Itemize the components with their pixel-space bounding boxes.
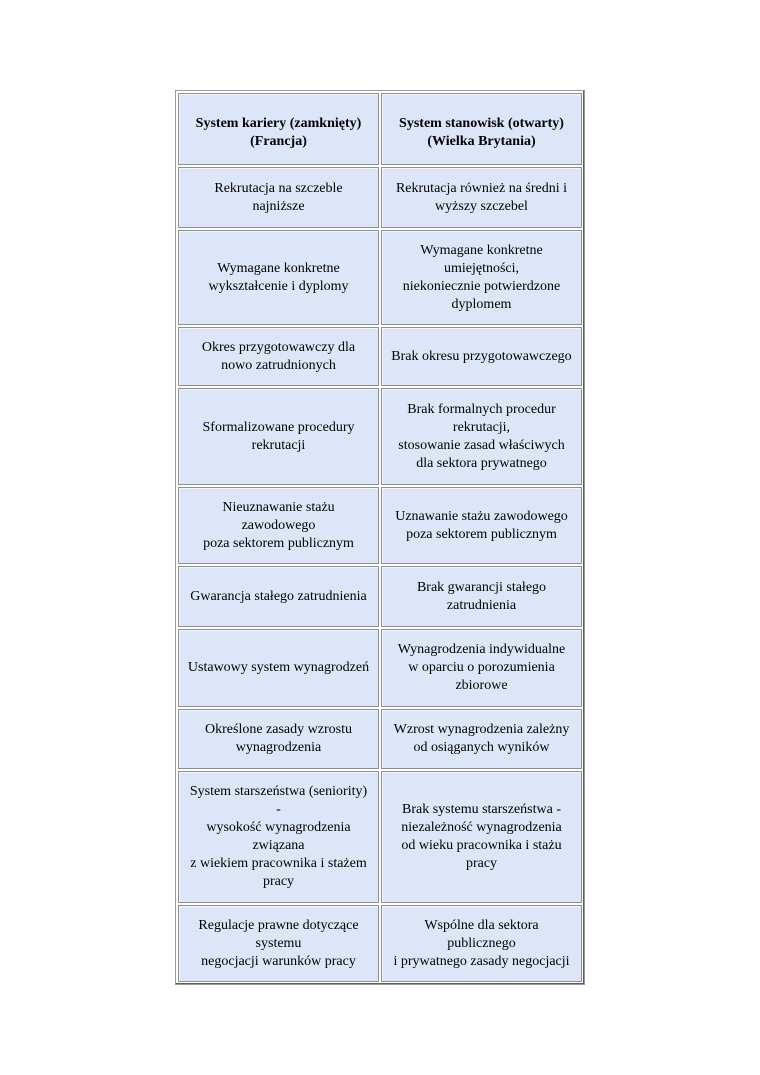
career-system-cell: Nieuznawanie stażu zawodowego poza sektorem publicznym <box>178 487 379 564</box>
header-cell-position-system: System stanowisk (otwarty) (Wielka Brytania) <box>381 93 582 165</box>
table-row <box>178 771 582 903</box>
career-system-cell: Okres przygotowawczy dla nowo zatrudnionych <box>178 327 379 386</box>
position-system-cell: Wspólne dla sektora publicznego i prywatnego zasady negocjacji <box>381 905 582 982</box>
career-system-cell: Rekrutacja na szczeble najniższe <box>178 167 379 228</box>
career-system-cell: Ustawowy system wynagrodzeń <box>178 629 379 707</box>
table-row <box>178 388 582 485</box>
career-system-cell: Gwarancja stałego zatrudnienia <box>178 566 379 627</box>
table-row <box>178 629 582 707</box>
career-system-cell: Sformalizowane procedury rekrutacji <box>178 388 379 485</box>
position-system-cell: Brak formalnych procedur rekrutacji, stosowanie zasad właściwych dla sektora prywatnego <box>381 388 582 485</box>
table-row <box>178 905 582 982</box>
table-row <box>178 487 582 564</box>
position-system-cell: Brak okresu przygotowawczego <box>381 327 582 386</box>
position-system-cell: Brak systemu starszeństwa - niezależność wynagrodzenia od wieku pracownika i stażu pracy <box>381 771 582 903</box>
table-row <box>178 230 582 325</box>
career-system-cell: Wymagane konkretne wykształcenie i dyplomy <box>178 230 379 325</box>
position-system-cell: Brak gwarancji stałego zatrudnienia <box>381 566 582 627</box>
comparison-table <box>175 90 585 985</box>
position-system-cell: Wymagane konkretne umiejętności, niekoniecznie potwierdzone dyplomem <box>381 230 582 325</box>
position-system-cell: Rekrutacja również na średni i wyższy szczebel <box>381 167 582 228</box>
table-row <box>178 709 582 769</box>
position-system-cell: Wynagrodzenia indywidualne w oparciu o porozumienia zbiorowe <box>381 629 582 707</box>
career-system-cell: System starszeństwa (seniority) - wysokość wynagrodzenia związana z wiekiem pracownika i stażem pracy <box>178 771 379 903</box>
position-system-cell: Uznawanie stażu zawodowego poza sektorem publicznym <box>381 487 582 564</box>
table-row <box>178 167 582 228</box>
table-row <box>178 566 582 627</box>
table-row <box>178 327 582 386</box>
table-header-row <box>178 93 582 165</box>
career-system-cell: Regulacje prawne dotyczące systemu negocjacji warunków pracy <box>178 905 379 982</box>
comparison-table-body <box>178 93 582 982</box>
career-system-cell: Określone zasady wzrostu wynagrodzenia <box>178 709 379 769</box>
header-cell-career-system: System kariery (zamknięty) (Francja) <box>178 93 379 165</box>
position-system-cell: Wzrost wynagrodzenia zależny od osiąganych wyników <box>381 709 582 769</box>
